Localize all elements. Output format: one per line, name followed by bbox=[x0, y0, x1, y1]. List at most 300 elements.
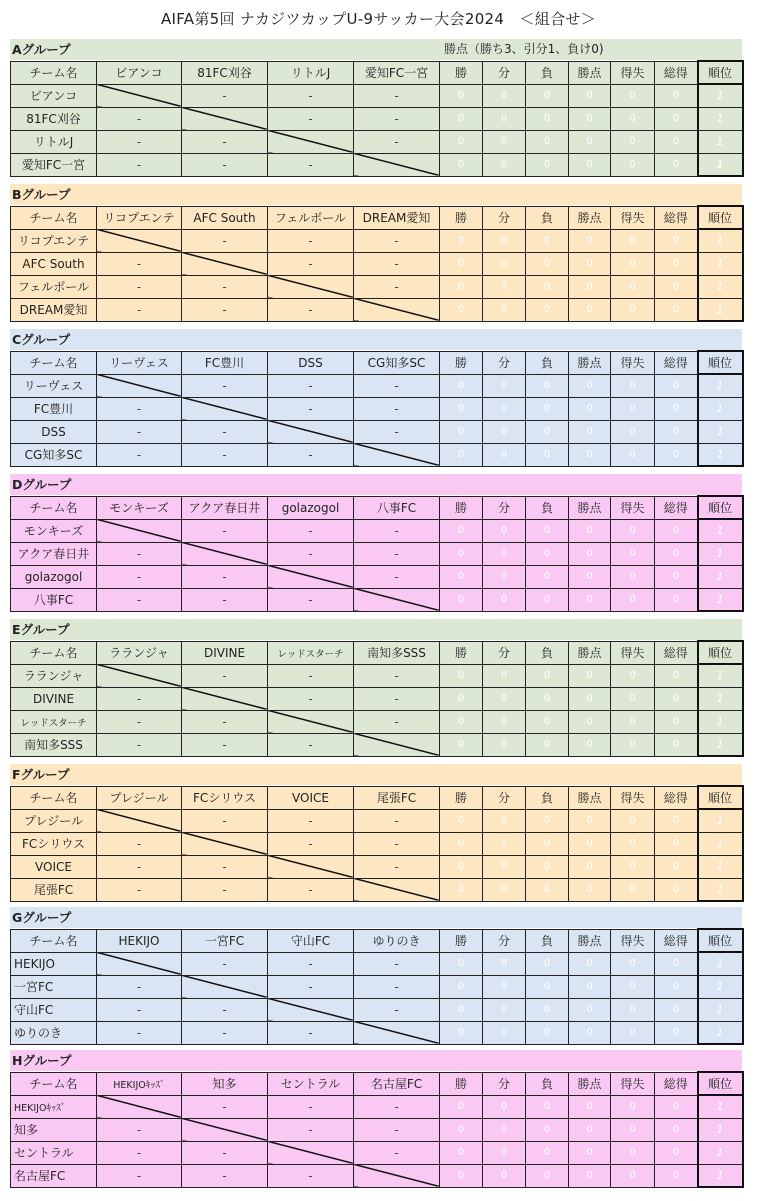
team-name: リコプエンテ bbox=[11, 229, 97, 252]
match-result-cell[interactable]: - bbox=[182, 733, 268, 756]
team-row bbox=[11, 878, 743, 901]
loss-value: 0 bbox=[526, 443, 569, 466]
match-result-cell[interactable]: - bbox=[182, 275, 268, 298]
match-result-cell[interactable]: - bbox=[97, 565, 182, 588]
match-result-cell[interactable]: - bbox=[354, 107, 440, 130]
opponent-header: 尾張FC bbox=[354, 786, 440, 809]
points-header: 勝点 bbox=[569, 641, 611, 664]
match-result-cell[interactable]: - bbox=[354, 84, 440, 107]
loss-value: 0 bbox=[526, 1141, 569, 1164]
rank-value: 1 bbox=[698, 664, 743, 687]
match-result-cell[interactable]: - bbox=[354, 855, 440, 878]
loss-header: 負 bbox=[526, 929, 569, 952]
rank-value: 1 bbox=[698, 397, 743, 420]
match-result-cell[interactable]: - bbox=[268, 1021, 354, 1044]
match-result-cell[interactable]: - bbox=[354, 1095, 440, 1118]
match-result-cell[interactable]: - bbox=[354, 710, 440, 733]
match-result-cell[interactable]: - bbox=[182, 298, 268, 321]
rank-value: 1 bbox=[698, 952, 743, 975]
team-row bbox=[11, 374, 743, 397]
team-row bbox=[11, 1095, 743, 1118]
gf-value: 0 bbox=[655, 84, 698, 107]
opponent-header: モンキーズ bbox=[97, 496, 182, 519]
loss-value: 0 bbox=[526, 107, 569, 130]
gf-value: 0 bbox=[655, 1021, 698, 1044]
loss-value: 0 bbox=[526, 374, 569, 397]
points-value: 0 bbox=[569, 443, 611, 466]
rank-header: 順位 bbox=[698, 786, 743, 809]
loss-value: 0 bbox=[526, 975, 569, 998]
opponent-header: FCシリウス bbox=[182, 786, 268, 809]
self-match-cell bbox=[268, 420, 354, 443]
win-header: 勝 bbox=[440, 1072, 483, 1095]
rank-header: 順位 bbox=[698, 206, 743, 229]
match-result-cell[interactable]: - bbox=[268, 664, 354, 687]
draw-value: 0 bbox=[483, 664, 526, 687]
gf-value: 0 bbox=[655, 1164, 698, 1187]
match-result-cell[interactable]: - bbox=[97, 130, 182, 153]
opponent-header: 名古屋FC bbox=[354, 1072, 440, 1095]
match-result-cell[interactable]: - bbox=[354, 542, 440, 565]
opponent-header: 南知多SSS bbox=[354, 641, 440, 664]
self-match-cell bbox=[182, 1118, 268, 1141]
rank-value: 1 bbox=[698, 1118, 743, 1141]
group-name: Gグループ bbox=[12, 910, 72, 925]
match-result-cell[interactable]: - bbox=[354, 275, 440, 298]
match-result-cell[interactable]: - bbox=[354, 832, 440, 855]
points-header: 勝点 bbox=[569, 206, 611, 229]
points-value: 0 bbox=[569, 298, 611, 321]
gd-value: 0 bbox=[611, 975, 655, 998]
match-result-cell[interactable]: - bbox=[268, 809, 354, 832]
match-result-cell[interactable]: - bbox=[182, 952, 268, 975]
loss-value: 0 bbox=[526, 952, 569, 975]
team-column-header: チーム名 bbox=[11, 929, 97, 952]
loss-value: 0 bbox=[526, 733, 569, 756]
self-match-cell bbox=[354, 733, 440, 756]
match-result-cell[interactable]: - bbox=[97, 1021, 182, 1044]
gf-value: 0 bbox=[655, 1095, 698, 1118]
team-row bbox=[11, 229, 743, 252]
team-row bbox=[11, 952, 743, 975]
rank-value: 1 bbox=[698, 229, 743, 252]
points-value: 0 bbox=[569, 153, 611, 176]
loss-value: 0 bbox=[526, 252, 569, 275]
win-value: 0 bbox=[440, 952, 483, 975]
opponent-header: DSS bbox=[268, 351, 354, 374]
team-column-header: チーム名 bbox=[11, 786, 97, 809]
rank-value: 1 bbox=[698, 275, 743, 298]
rank-value: 1 bbox=[698, 710, 743, 733]
match-result-cell[interactable]: - bbox=[268, 1095, 354, 1118]
self-match-cell bbox=[354, 443, 440, 466]
self-match-cell bbox=[182, 687, 268, 710]
match-result-cell[interactable]: - bbox=[182, 1021, 268, 1044]
match-result-cell[interactable]: - bbox=[268, 252, 354, 275]
team-row bbox=[11, 130, 743, 153]
gf-value: 0 bbox=[655, 107, 698, 130]
points-value: 0 bbox=[569, 832, 611, 855]
match-result-cell[interactable]: - bbox=[182, 588, 268, 611]
win-header: 勝 bbox=[440, 351, 483, 374]
match-result-cell[interactable]: - bbox=[97, 687, 182, 710]
points-value: 0 bbox=[569, 107, 611, 130]
team-row bbox=[11, 252, 743, 275]
team-name: 名古屋FC bbox=[11, 1164, 97, 1187]
match-result-cell[interactable]: - bbox=[268, 298, 354, 321]
rank-value: 1 bbox=[698, 832, 743, 855]
match-result-cell[interactable]: - bbox=[182, 809, 268, 832]
match-result-cell[interactable]: - bbox=[97, 397, 182, 420]
goals-for-header: 総得 bbox=[655, 641, 698, 664]
loss-value: 0 bbox=[526, 1095, 569, 1118]
self-match-cell bbox=[97, 84, 182, 107]
group-heading bbox=[10, 184, 742, 205]
match-result-cell[interactable]: - bbox=[97, 878, 182, 901]
match-result-cell[interactable]: - bbox=[97, 153, 182, 176]
points-header: 勝点 bbox=[569, 351, 611, 374]
loss-value: 0 bbox=[526, 1164, 569, 1187]
match-result-cell[interactable]: - bbox=[354, 420, 440, 443]
rank-value: 1 bbox=[698, 687, 743, 710]
loss-value: 0 bbox=[526, 229, 569, 252]
match-result-cell[interactable]: - bbox=[268, 519, 354, 542]
team-row bbox=[11, 298, 743, 321]
gf-value: 0 bbox=[655, 588, 698, 611]
team-name: アクア春日井 bbox=[11, 542, 97, 565]
gd-value: 0 bbox=[611, 1021, 655, 1044]
loss-header: 負 bbox=[526, 1072, 569, 1095]
match-result-cell[interactable]: - bbox=[182, 153, 268, 176]
opponent-header: プレジール bbox=[97, 786, 182, 809]
team-name: DSS bbox=[11, 420, 97, 443]
team-column-header: チーム名 bbox=[11, 641, 97, 664]
match-result-cell[interactable]: - bbox=[268, 832, 354, 855]
rank-header: 順位 bbox=[698, 929, 743, 952]
gd-value: 0 bbox=[611, 252, 655, 275]
points-value: 0 bbox=[569, 420, 611, 443]
goal-diff-header: 得失 bbox=[611, 1072, 655, 1095]
points-value: 0 bbox=[569, 998, 611, 1021]
match-result-cell[interactable]: - bbox=[182, 1164, 268, 1187]
group-f bbox=[10, 764, 742, 902]
match-result-cell[interactable]: - bbox=[97, 998, 182, 1021]
rank-value: 1 bbox=[698, 565, 743, 588]
gf-value: 0 bbox=[655, 1141, 698, 1164]
match-result-cell[interactable]: - bbox=[268, 443, 354, 466]
match-result-cell[interactable]: - bbox=[97, 1118, 182, 1141]
loss-value: 0 bbox=[526, 275, 569, 298]
match-result-cell[interactable]: - bbox=[268, 1164, 354, 1187]
team-name: 守山FC bbox=[11, 998, 97, 1021]
self-match-cell bbox=[97, 952, 182, 975]
win-value: 0 bbox=[440, 1095, 483, 1118]
opponent-header: DREAM愛知 bbox=[354, 206, 440, 229]
draw-value: 0 bbox=[483, 1164, 526, 1187]
team-row bbox=[11, 420, 743, 443]
match-result-cell[interactable]: - bbox=[354, 252, 440, 275]
team-name: 愛知FC一宮 bbox=[11, 153, 97, 176]
opponent-header: セントラル bbox=[268, 1072, 354, 1095]
team-row bbox=[11, 542, 743, 565]
goals-for-header: 総得 bbox=[655, 929, 698, 952]
team-column-header: チーム名 bbox=[11, 206, 97, 229]
self-match-cell bbox=[354, 1164, 440, 1187]
match-result-cell[interactable]: - bbox=[97, 733, 182, 756]
group-table bbox=[10, 1071, 744, 1188]
rank-value: 1 bbox=[698, 374, 743, 397]
win-value: 0 bbox=[440, 84, 483, 107]
points-header: 勝点 bbox=[569, 1072, 611, 1095]
match-result-cell[interactable]: - bbox=[268, 542, 354, 565]
gd-value: 0 bbox=[611, 443, 655, 466]
team-name: AFC South bbox=[11, 252, 97, 275]
rank-value: 1 bbox=[698, 855, 743, 878]
match-result-cell[interactable]: - bbox=[97, 1141, 182, 1164]
match-result-cell[interactable]: - bbox=[268, 1118, 354, 1141]
self-match-cell bbox=[182, 975, 268, 998]
team-name: CG知多SC bbox=[11, 443, 97, 466]
match-result-cell[interactable]: - bbox=[268, 952, 354, 975]
self-match-cell bbox=[182, 397, 268, 420]
match-result-cell[interactable]: - bbox=[97, 710, 182, 733]
gf-value: 0 bbox=[655, 229, 698, 252]
draw-header: 分 bbox=[483, 929, 526, 952]
match-result-cell[interactable]: - bbox=[268, 153, 354, 176]
points-value: 0 bbox=[569, 809, 611, 832]
self-match-cell bbox=[97, 1095, 182, 1118]
match-result-cell[interactable]: - bbox=[182, 855, 268, 878]
gf-value: 0 bbox=[655, 542, 698, 565]
match-result-cell[interactable]: - bbox=[268, 397, 354, 420]
opponent-header: golazogol bbox=[268, 496, 354, 519]
team-name: 一宮FC bbox=[11, 975, 97, 998]
gd-value: 0 bbox=[611, 878, 655, 901]
match-result-cell[interactable]: - bbox=[354, 998, 440, 1021]
self-match-cell bbox=[268, 998, 354, 1021]
self-match-cell bbox=[268, 275, 354, 298]
group-heading bbox=[10, 1050, 742, 1071]
goals-for-header: 総得 bbox=[655, 61, 698, 84]
group-a bbox=[10, 39, 742, 177]
gd-value: 0 bbox=[611, 298, 655, 321]
win-value: 0 bbox=[440, 420, 483, 443]
draw-value: 0 bbox=[483, 1141, 526, 1164]
gd-value: 0 bbox=[611, 107, 655, 130]
draw-value: 0 bbox=[483, 374, 526, 397]
match-result-cell[interactable]: - bbox=[97, 420, 182, 443]
gd-value: 0 bbox=[611, 710, 655, 733]
match-result-cell[interactable]: - bbox=[97, 443, 182, 466]
rank-value: 1 bbox=[698, 542, 743, 565]
match-result-cell[interactable]: - bbox=[354, 1118, 440, 1141]
draw-value: 0 bbox=[483, 542, 526, 565]
match-result-cell[interactable]: - bbox=[354, 374, 440, 397]
match-result-cell[interactable]: - bbox=[354, 1141, 440, 1164]
win-value: 0 bbox=[440, 832, 483, 855]
team-name: FCシリウス bbox=[11, 832, 97, 855]
points-header: 勝点 bbox=[569, 496, 611, 519]
opponent-header: ゆりのき bbox=[354, 929, 440, 952]
opponent-header: 知多 bbox=[182, 1072, 268, 1095]
match-result-cell[interactable]: - bbox=[97, 252, 182, 275]
match-result-cell[interactable]: - bbox=[268, 733, 354, 756]
match-result-cell[interactable]: - bbox=[268, 84, 354, 107]
points-value: 0 bbox=[569, 975, 611, 998]
win-header: 勝 bbox=[440, 641, 483, 664]
group-name: Aグループ bbox=[12, 42, 71, 57]
gf-value: 0 bbox=[655, 275, 698, 298]
group-c bbox=[10, 329, 742, 467]
team-name: golazogol bbox=[11, 565, 97, 588]
match-result-cell[interactable]: - bbox=[268, 975, 354, 998]
match-result-cell[interactable]: - bbox=[97, 855, 182, 878]
match-result-cell[interactable]: - bbox=[354, 519, 440, 542]
team-name: フェルボール bbox=[11, 275, 97, 298]
match-result-cell[interactable]: - bbox=[182, 420, 268, 443]
rank-value: 1 bbox=[698, 588, 743, 611]
opponent-header: VOICE bbox=[268, 786, 354, 809]
match-result-cell[interactable]: - bbox=[97, 975, 182, 998]
match-result-cell[interactable]: - bbox=[182, 443, 268, 466]
match-result-cell[interactable]: - bbox=[268, 878, 354, 901]
win-header: 勝 bbox=[440, 206, 483, 229]
group-heading bbox=[10, 907, 742, 928]
points-value: 0 bbox=[569, 687, 611, 710]
gf-value: 0 bbox=[655, 153, 698, 176]
rank-value: 1 bbox=[698, 1164, 743, 1187]
self-match-cell bbox=[97, 809, 182, 832]
rank-value: 1 bbox=[698, 443, 743, 466]
gf-value: 0 bbox=[655, 252, 698, 275]
gf-value: 0 bbox=[655, 998, 698, 1021]
win-value: 0 bbox=[440, 298, 483, 321]
points-value: 0 bbox=[569, 565, 611, 588]
match-result-cell[interactable]: - bbox=[97, 107, 182, 130]
group-heading bbox=[10, 764, 742, 785]
match-result-cell[interactable]: - bbox=[354, 952, 440, 975]
opponent-header: レッドスターチ bbox=[268, 641, 354, 664]
match-result-cell[interactable]: - bbox=[97, 588, 182, 611]
win-header: 勝 bbox=[440, 61, 483, 84]
match-result-cell[interactable]: - bbox=[182, 998, 268, 1021]
match-result-cell[interactable]: - bbox=[97, 542, 182, 565]
gf-value: 0 bbox=[655, 975, 698, 998]
win-value: 0 bbox=[440, 710, 483, 733]
match-result-cell[interactable]: - bbox=[268, 687, 354, 710]
gd-value: 0 bbox=[611, 519, 655, 542]
rank-value: 1 bbox=[698, 130, 743, 153]
gd-value: 0 bbox=[611, 1164, 655, 1187]
win-value: 0 bbox=[440, 809, 483, 832]
gf-value: 0 bbox=[655, 952, 698, 975]
gd-value: 0 bbox=[611, 855, 655, 878]
match-result-cell[interactable]: - bbox=[182, 84, 268, 107]
header-row bbox=[11, 641, 743, 664]
match-result-cell[interactable]: - bbox=[97, 1164, 182, 1187]
team-name: ラランジャ bbox=[11, 664, 97, 687]
match-result-cell[interactable]: - bbox=[182, 565, 268, 588]
opponent-header: 愛知FC一宮 bbox=[354, 61, 440, 84]
match-result-cell[interactable]: - bbox=[182, 374, 268, 397]
match-result-cell[interactable]: - bbox=[268, 229, 354, 252]
gd-value: 0 bbox=[611, 420, 655, 443]
team-name: レッドスターチ bbox=[11, 710, 97, 733]
header-row bbox=[11, 1072, 743, 1095]
team-column-header: チーム名 bbox=[11, 61, 97, 84]
opponent-header: リコプエンテ bbox=[97, 206, 182, 229]
gd-value: 0 bbox=[611, 229, 655, 252]
points-value: 0 bbox=[569, 84, 611, 107]
match-result-cell[interactable]: - bbox=[354, 975, 440, 998]
draw-value: 0 bbox=[483, 130, 526, 153]
match-result-cell[interactable]: - bbox=[354, 687, 440, 710]
match-result-cell[interactable]: - bbox=[182, 878, 268, 901]
match-result-cell[interactable]: - bbox=[354, 809, 440, 832]
self-match-cell bbox=[97, 229, 182, 252]
loss-value: 0 bbox=[526, 832, 569, 855]
match-result-cell[interactable]: - bbox=[182, 229, 268, 252]
match-result-cell[interactable]: - bbox=[354, 397, 440, 420]
group-table bbox=[10, 928, 744, 1045]
group-table bbox=[10, 205, 744, 322]
match-result-cell[interactable]: - bbox=[182, 1141, 268, 1164]
win-value: 0 bbox=[440, 588, 483, 611]
team-name: DREAM愛知 bbox=[11, 298, 97, 321]
rank-value: 1 bbox=[698, 809, 743, 832]
team-row bbox=[11, 1141, 743, 1164]
match-result-cell[interactable]: - bbox=[97, 298, 182, 321]
gd-value: 0 bbox=[611, 542, 655, 565]
group-name: Eグループ bbox=[12, 622, 70, 637]
match-result-cell[interactable]: - bbox=[354, 565, 440, 588]
team-row bbox=[11, 664, 743, 687]
match-result-cell[interactable]: - bbox=[268, 588, 354, 611]
header-row bbox=[11, 496, 743, 519]
draw-header: 分 bbox=[483, 61, 526, 84]
gd-value: 0 bbox=[611, 809, 655, 832]
match-result-cell[interactable]: - bbox=[354, 229, 440, 252]
match-result-cell[interactable]: - bbox=[182, 130, 268, 153]
team-row bbox=[11, 84, 743, 107]
match-result-cell[interactable]: - bbox=[268, 374, 354, 397]
match-result-cell[interactable]: - bbox=[182, 710, 268, 733]
goals-for-header: 総得 bbox=[655, 1072, 698, 1095]
draw-value: 0 bbox=[483, 420, 526, 443]
team-name: モンキーズ bbox=[11, 519, 97, 542]
rank-value: 1 bbox=[698, 519, 743, 542]
match-result-cell[interactable]: - bbox=[182, 519, 268, 542]
team-row bbox=[11, 565, 743, 588]
match-result-cell[interactable]: - bbox=[182, 664, 268, 687]
match-result-cell[interactable]: - bbox=[97, 832, 182, 855]
loss-header: 負 bbox=[526, 351, 569, 374]
points-value: 0 bbox=[569, 252, 611, 275]
draw-header: 分 bbox=[483, 496, 526, 519]
goal-diff-header: 得失 bbox=[611, 786, 655, 809]
team-row bbox=[11, 588, 743, 611]
match-result-cell[interactable]: - bbox=[268, 107, 354, 130]
win-value: 0 bbox=[440, 153, 483, 176]
gd-value: 0 bbox=[611, 1118, 655, 1141]
match-result-cell[interactable]: - bbox=[97, 275, 182, 298]
self-match-cell bbox=[97, 664, 182, 687]
self-match-cell bbox=[268, 710, 354, 733]
match-result-cell[interactable]: - bbox=[182, 1095, 268, 1118]
match-result-cell[interactable]: - bbox=[354, 130, 440, 153]
opponent-header: 八事FC bbox=[354, 496, 440, 519]
match-result-cell[interactable]: - bbox=[354, 664, 440, 687]
